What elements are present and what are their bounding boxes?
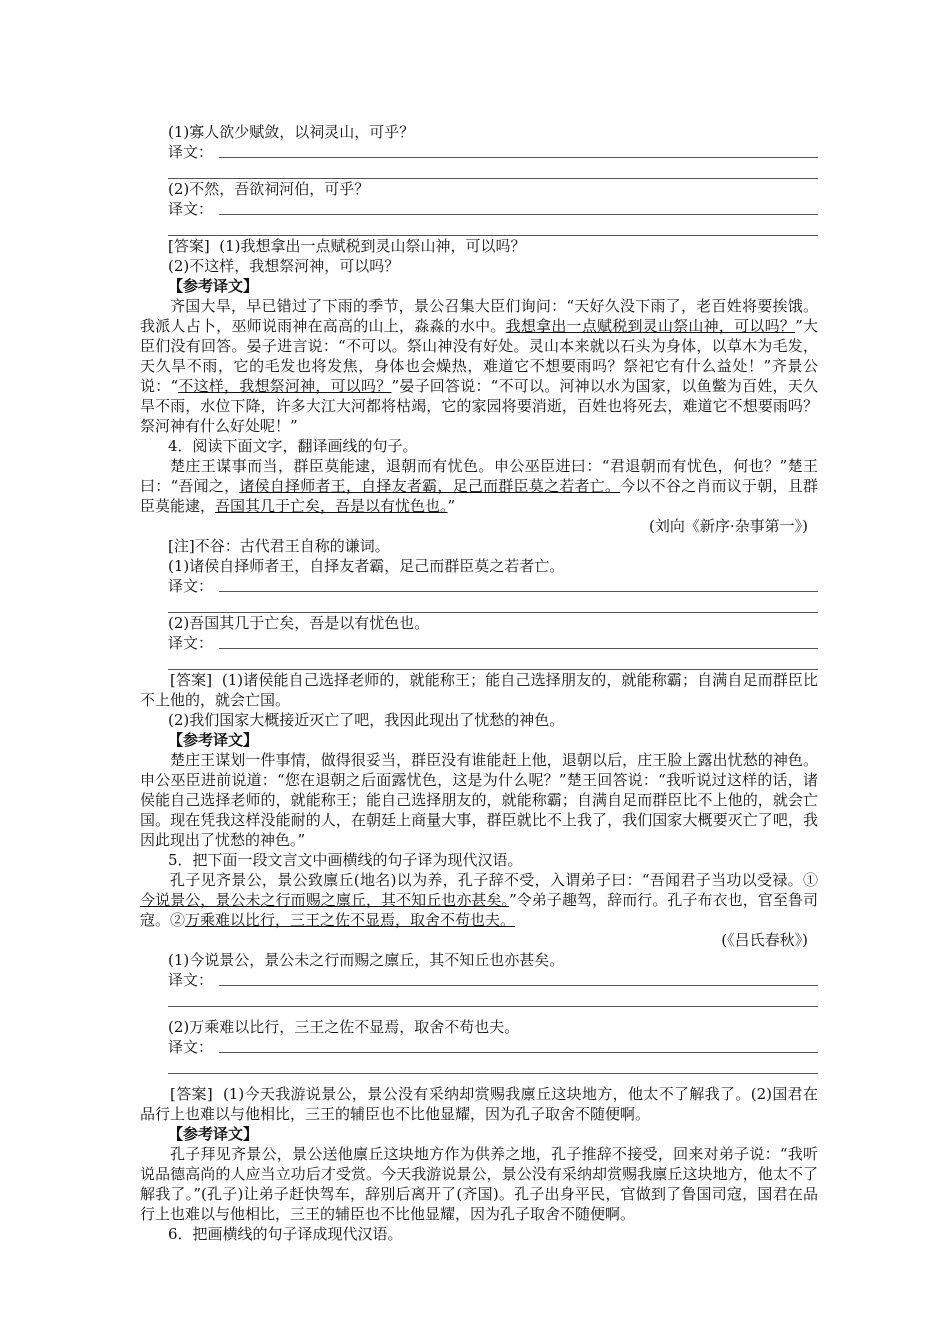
- annotation-note: [注]不谷：古代君王自称的谦词。: [168, 537, 390, 555]
- reference-translation-title: 【参考译文】: [168, 731, 259, 749]
- source-citation: (刘向《新序·杂事第一》): [649, 517, 808, 535]
- question-2: (2)万乘难以比行，三王之佐不显焉，取舍不苟也夫。: [168, 1018, 520, 1036]
- question-6-heading: 6．把画横线的句子译成现代汉语。: [168, 1225, 403, 1243]
- answer-blank-line[interactable]: [168, 162, 818, 179]
- question-1: (1)诸侯自择师者王，自择友者霸，足己而群臣莫之若者亡。: [168, 557, 565, 575]
- reference-translation-title: 【参考译文】: [168, 1125, 259, 1143]
- answer-block: [答案] (1)诸侯能自己选择老师的，就能称王；能自己选择朋友的，就能称霸；自满自足而群臣比不上他的，就会亡国。: [140, 671, 818, 709]
- answer-blank-line[interactable]: [168, 596, 818, 613]
- answer-block: [答案] (1)我想拿出一点赋税到灵山祭山神，可以吗？: [168, 237, 526, 255]
- reference-translation-title: 【参考译文】: [168, 277, 259, 295]
- translation-line[interactable]: 译文：: [140, 199, 818, 219]
- reference-translation: 楚庄王谋划一件事情，做得很妥当，群臣没有谁能赶上他，退朝以后，庄王脸上露出忧愁的神色。申公巫臣进前说道：“您在退朝之后面露忧色，这是为什么呢？”楚王回答说：“我听说过这样的话，诸侯能自己选择老师的，就能称王；能自己选择朋友的，就能称霸；自满自足而群臣比不上他的，就会亡国。现在凭我这样没能耐的人，在朝廷上商量大事，群臣就比不上我了，我们国家大概要灭亡了吧，我因此现出了忧愁的神色。”: [140, 751, 818, 849]
- reference-translation: 齐国大旱，早已错过了下雨的季节，景公召集大臣们询问：“天好久没下雨了，老百姓将要挨饿。我派人占卜，巫师说雨神在高高的山上，淼淼的水中。我想拿出一点赋税到灵山祭山神，可以吗？”大臣们没有回答。晏子进言说：“不可以。祭山神没有好处。灵山本来就以石头为身体，以草木为毛发，天久旱不雨，它的毛发也将发焦，身体也会燥热，难道它不想要雨吗？祭祀它有什么益处！”齐景公说：“不这样，我想祭河神，可以吗？”晏子回答说：“不可以。河神以水为国家，以鱼鳖为百姓，天久旱不雨，水位下降，许多大江大河都将枯竭，它的家园将要消逝，百姓也将死去，难道它不想要雨吗？祭河神有什么好处呢！”: [140, 297, 818, 435]
- source-citation: (《吕氏春秋》): [721, 931, 808, 949]
- reference-translation: 孔子拜见齐景公，景公送他廪丘这块地方作为供养之地，孔子推辞不接受，回来对弟子说：“我听说品德高尚的人应当立功后才受赏。今天我游说景公，景公没有采纳却赏赐我廪丘这块地方，他太不了解我了。”(孔子)让弟子赶快驾车，辞别后离开了(齐国)。孔子出身平民，官做到了鲁国司寇，国君在品行上也难以与他相比，三王的辅臣也不比他显耀，因为孔子取舍不随便啊。: [140, 1145, 818, 1223]
- answer-2: (2)我们国家大概接近灭亡了吧，我因此现出了忧愁的神色。: [168, 711, 565, 729]
- passage-text: 楚庄王谋事而当，群臣莫能逮，退朝而有忧色。申公巫臣进曰：“君退朝而有忧色，何也？”楚王曰：“吾闻之，诸侯自择师者王，自择友者霸，足己而群臣莫之若者亡。今以不谷之肖而议于朝，且群臣莫能逮，吾国其几于亡矣，吾是以有忧色也。”: [140, 457, 818, 515]
- translation-line[interactable]: 译文：: [140, 970, 818, 990]
- document-page: [140, 122, 818, 1244]
- answer-blank-line[interactable]: [168, 219, 818, 236]
- translation-line[interactable]: 译文：: [140, 633, 818, 653]
- passage-text: 孔子见齐景公，景公致廪丘(地名)以为养，孔子辞不受，入谓弟子曰：“吾闻君子当功以受禄。①今说景公，景公未之行而赐之廪丘，其不知丘也亦甚矣。”令弟子趣驾，辞而行。孔子布衣也，官至鲁司寇。②万乘难以比行，三王之佐不显焉，取舍不苟也夫。: [140, 871, 818, 929]
- question-1: (1)今说景公，景公未之行而赐之廪丘，其不知丘也亦甚矣。: [168, 951, 565, 969]
- answer-2: (2)不这样，我想祭河神，可以吗？: [168, 257, 400, 275]
- translation-line[interactable]: 译文：: [140, 1037, 818, 1057]
- question-2: (2)不然，吾欲祠河伯，可乎？: [168, 180, 370, 198]
- answer-blank-line[interactable]: [168, 1057, 818, 1074]
- translation-line[interactable]: 译文：: [140, 576, 818, 596]
- question-4-heading: 4．阅读下面文字，翻译画线的句子。: [168, 437, 418, 455]
- answer-blank-line[interactable]: [168, 653, 818, 670]
- answer-block: [答案] (1)今天我游说景公，景公没有采纳却赏赐我廪丘这块地方，他太不了解我了。(2)国君在品行上也难以与他相比，三王的辅臣也不比他显耀，因为孔子取舍不随便啊。: [140, 1085, 818, 1123]
- question-2: (2)吾国其几于亡矣，吾是以有忧色也。: [168, 614, 430, 632]
- translation-line[interactable]: 译文：: [140, 142, 818, 162]
- question-5-heading: 5．把下面一段文言文中画横线的句子译为现代汉语。: [168, 851, 523, 869]
- question-1: (1)寡人欲少赋敛，以祠灵山，可乎？: [168, 123, 415, 141]
- answer-blank-line[interactable]: [168, 990, 818, 1007]
